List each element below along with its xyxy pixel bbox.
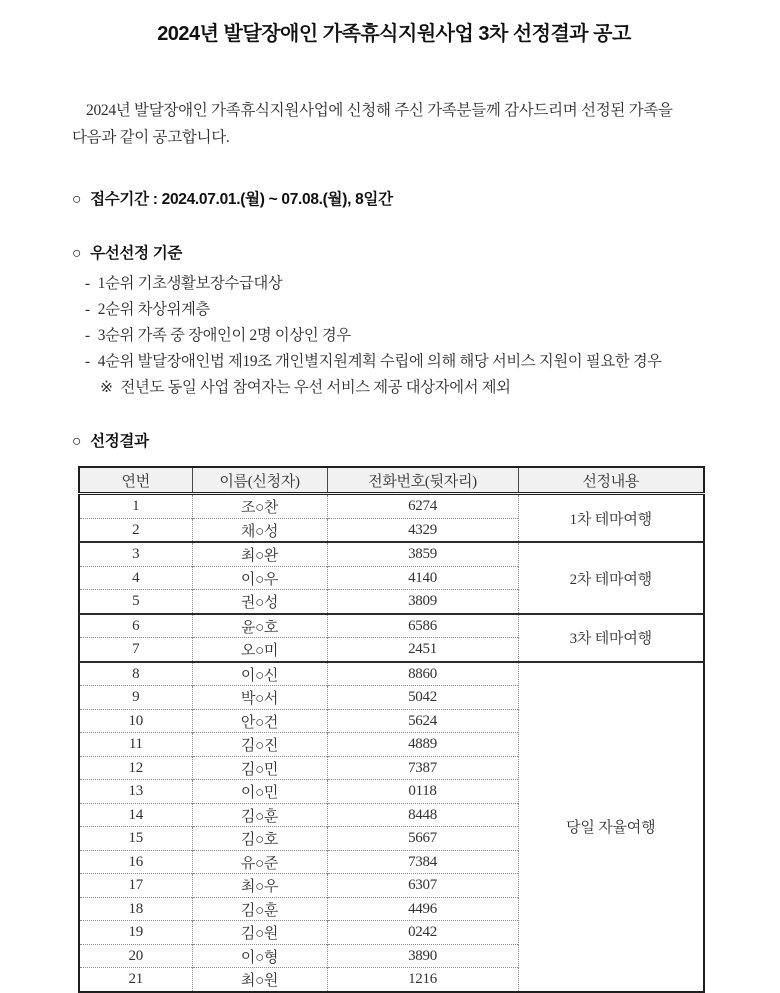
cell-name: 김○호 [192,827,327,851]
cell-number: 20 [79,944,192,968]
cell-name: 오○미 [192,638,327,662]
cell-name: 김○훈 [192,897,327,921]
cell-phone: 0242 [327,921,518,945]
table-header-row [79,467,704,494]
dash-bullet-icon: - [85,275,90,293]
selection-results-heading-text: 선정결과 [90,433,149,451]
dash-bullet-icon: - [85,353,90,371]
cell-phone: 5042 [327,686,518,710]
intro-line-1: 2024년 발달장애인 가족휴식지원사업에 신청해 주신 가족분들께 감사드리며 선정된 가족을 [86,102,673,120]
cell-number: 3 [79,542,192,566]
criteria-item-text: 4순위 발달장애인법 제19조 개인별지원계획 수립에 의해 해당 서비스 지원이 필요한 경우 [97,353,662,371]
cell-phone: 6307 [327,874,518,898]
section-priority-criteria-heading [72,243,716,264]
cell-number: 12 [79,756,192,780]
column-header-selection: 선정내용 [518,467,704,494]
cell-name: 권○성 [192,590,327,614]
cell-name: 채○성 [192,518,327,542]
cell-number: 5 [79,590,192,614]
column-header-name: 이름(신청자) [192,467,327,494]
cell-name: 최○원 [192,968,327,992]
cell-number: 10 [79,709,192,733]
criteria-note-item [72,375,716,401]
reference-mark-icon: ※ [100,379,113,397]
section-selection-results-heading [72,431,716,452]
cell-phone: 4329 [327,518,518,542]
cell-phone: 1216 [327,968,518,992]
cell-selection-content: 3차 테마여행 [518,614,704,662]
dash-bullet-icon: - [85,327,90,345]
priority-criteria-list [72,271,716,401]
selection-table-body [79,494,704,992]
cell-name: 박○서 [192,686,327,710]
cell-phone: 7384 [327,850,518,874]
column-header-number: 연번 [79,467,192,494]
cell-phone: 0118 [327,780,518,804]
cell-number: 7 [79,638,192,662]
cell-number: 18 [79,897,192,921]
table-row [79,542,704,566]
cell-phone: 6586 [327,614,518,638]
cell-phone: 4889 [327,733,518,757]
cell-number: 16 [79,850,192,874]
cell-number: 2 [79,518,192,542]
announcement-document [0,13,780,990]
cell-phone: 8860 [327,662,518,686]
section-reception-period [72,189,716,210]
cell-number: 14 [79,803,192,827]
cell-selection-content: 당일 자율여행 [518,662,704,992]
cell-name: 안○건 [192,709,327,733]
cell-phone: 4140 [327,566,518,590]
cell-number: 6 [79,614,192,638]
cell-name: 이○민 [192,780,327,804]
table-row [79,614,704,638]
criteria-item-text: 1순위 기초생활보장수급대상 [97,275,283,293]
cell-number: 21 [79,968,192,992]
cell-number: 15 [79,827,192,851]
cell-name: 유○준 [192,850,327,874]
criteria-item-text: 3순위 가족 중 장애인이 2명 이상인 경우 [97,327,351,345]
cell-name: 이○신 [192,662,327,686]
table-row [79,662,704,686]
cell-phone: 5624 [327,709,518,733]
selection-results-table [78,466,705,993]
cell-phone: 6274 [327,494,518,519]
criteria-item [72,349,716,375]
cell-name: 최○우 [192,874,327,898]
cell-name: 이○형 [192,944,327,968]
cell-phone: 4496 [327,897,518,921]
cell-name: 윤○호 [192,614,327,638]
cell-phone: 7387 [327,756,518,780]
cell-number: 19 [79,921,192,945]
cell-name: 김○진 [192,733,327,757]
circle-bullet-icon: ○ [72,191,82,209]
cell-selection-content: 1차 테마여행 [518,494,704,543]
reception-period-text: 접수기간 : 2024.07.01.(월) ~ 07.08.(월), 8일간 [90,191,393,209]
circle-bullet-icon: ○ [72,433,82,451]
criteria-item-text: 2순위 차상위계층 [97,301,211,319]
priority-criteria-heading-text: 우선선정 기준 [90,245,183,263]
cell-number: 13 [79,780,192,804]
cell-phone: 3859 [327,542,518,566]
cell-number: 4 [79,566,192,590]
cell-phone: 3809 [327,590,518,614]
criteria-item [72,271,716,297]
cell-number: 9 [79,686,192,710]
cell-name: 김○민 [192,756,327,780]
criteria-item [72,323,716,349]
table-row [79,494,704,519]
criteria-item-text: 전년도 동일 사업 참여자는 우선 서비스 제공 대상자에서 제외 [120,379,511,397]
intro-line-2: 다음과 같이 공고합니다. [72,129,230,147]
cell-name: 이○우 [192,566,327,590]
dash-bullet-icon: - [85,301,90,319]
cell-phone: 8448 [327,803,518,827]
cell-phone: 2451 [327,638,518,662]
cell-number: 8 [79,662,192,686]
cell-number: 17 [79,874,192,898]
cell-name: 조○찬 [192,494,327,519]
cell-phone: 5667 [327,827,518,851]
cell-number: 1 [79,494,192,519]
cell-selection-content: 2차 테마여행 [518,542,704,614]
cell-phone: 3890 [327,944,518,968]
circle-bullet-icon: ○ [72,245,82,263]
document-title: 2024년 발달장애인 가족휴식지원사업 3차 선정결과 공고 [157,23,631,46]
cell-name: 김○훈 [192,803,327,827]
column-header-phone: 전화번호(뒷자리) [327,467,518,494]
cell-name: 김○원 [192,921,327,945]
criteria-item [72,297,716,323]
cell-name: 최○완 [192,542,327,566]
cell-number: 11 [79,733,192,757]
intro-paragraph [72,97,716,151]
